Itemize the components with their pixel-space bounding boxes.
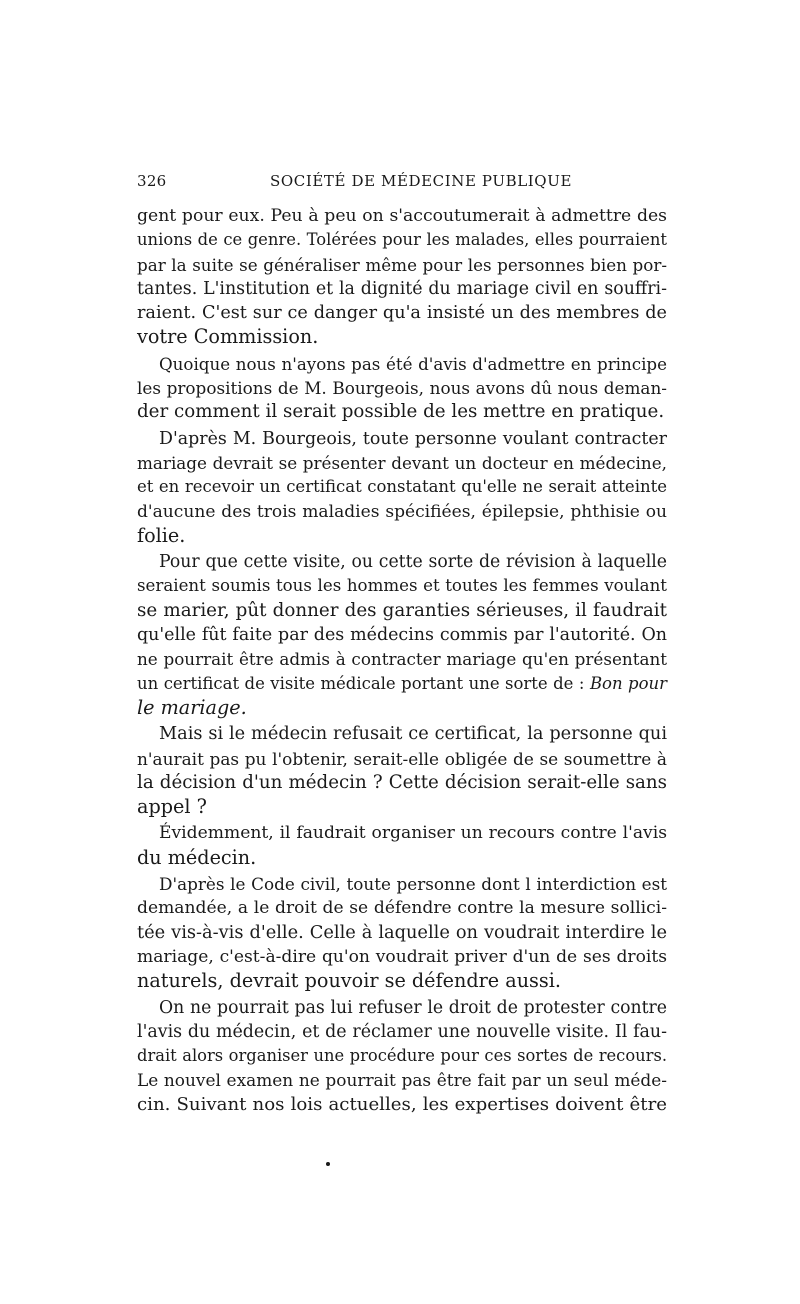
text-line: Quoique nous n'ayons pas été d'avis d'admettre en principe	[159, 353, 667, 374]
text-line: mariage devrait se présenter devant un docteur en médecine,	[137, 452, 667, 473]
ink-speck	[326, 1162, 330, 1166]
text-line: d'aucune des trois maladies spécifiées, épilepsie, phthisie ou	[137, 501, 667, 522]
text-line: se marier, pût donner des garanties sérieuses, il faudrait	[137, 599, 667, 621]
text-line: gent pour eux. Peu à peu on s'accoutumerait à admettre des	[137, 206, 667, 226]
text-line: Pour que cette visite, ou cette sorte de révision à laquelle	[159, 552, 667, 573]
text-line: par la suite se généraliser même pour les personnes bien por-	[137, 254, 667, 275]
italic-phrase: Bon pour	[589, 673, 667, 693]
text-line: du médecin.	[137, 845, 257, 869]
text-line: la décision d'un médecin ? Cette décision serait-elle sans	[137, 771, 667, 793]
body-text	[137, 204, 667, 1117]
text-line: demandée, a le droit de se défendre contre la mesure sollici-	[137, 898, 667, 919]
text-line: qu'elle fût faite par des médecins commis par l'autorité. On	[137, 625, 667, 646]
text-line: l'avis du médecin, et de réclamer une nouvelle visite. Il fau-	[137, 1021, 667, 1042]
text-line: cin. Suivant nos lois actuelles, les expertises doivent être	[137, 1093, 667, 1115]
text-line: seraient soumis tous les hommes et toutes les femmes voulant	[137, 576, 667, 596]
text-line: drait alors organiser une procédure pour ces sortes de recours.	[137, 1046, 667, 1066]
text-line: folie.	[137, 523, 186, 547]
text-line: D'après M. Bourgeois, toute personne voulant contracter	[159, 428, 667, 449]
text-line: votre Commission.	[137, 325, 319, 349]
text-line: mariage, c'est-à-dire qu'on voudrait priver d'un de ses droits	[137, 946, 667, 967]
italic-phrase-cont: le mariage.	[137, 695, 247, 719]
running-title: SOCIÉTÉ DE MÉDECINE PUBLIQUE	[270, 172, 572, 190]
text-line: naturels, devrait pouvoir se défendre aussi.	[137, 969, 561, 993]
text-line: Évidemment, il faudrait organiser un recours contre l'avis	[159, 823, 667, 844]
text-line-with-italic	[137, 672, 667, 696]
text-line: ne pourrait être admis à contracter mariage qu'en présentant	[137, 649, 667, 670]
text-line: der comment il serait possible de les mettre en pratique.	[137, 401, 665, 423]
text-fragment: un certificat de visite médicale portant une sorte de :	[137, 673, 585, 693]
text-line: n'aurait pas pu l'obtenir, serait-elle obligée de se soumettre à	[137, 748, 667, 769]
text-line: tantes. L'institution et la dignité du mariage civil en souffri-	[137, 278, 667, 299]
text-line: tée vis-à-vis d'elle. Celle à laquelle on voudrait interdire le	[137, 921, 667, 943]
text-line: Le nouvel examen ne pourrait pas être fait par un seul méde-	[137, 1070, 667, 1091]
text-line: raient. C'est sur ce danger qu'a insisté un des membres de	[137, 303, 667, 324]
page-number: 326	[137, 172, 167, 190]
text-line: appel ?	[137, 795, 207, 819]
text-line: Mais si le médecin refusait ce certificat, la personne qui	[159, 724, 667, 745]
text-line: et en recevoir un certificat constatant qu'elle ne serait atteinte	[137, 477, 667, 497]
text-line	[137, 696, 667, 720]
text-line: D'après le Code civil, toute personne dont l interdiction est	[159, 874, 667, 895]
text-line: unions de ce genre. Tolérées pour les malades, elles pourraient	[137, 230, 667, 250]
text-line: On ne pourrait pas lui refuser le droit de protester contre	[159, 997, 667, 1018]
text-line: les propositions de M. Bourgeois, nous avons dû nous deman-	[137, 378, 667, 399]
